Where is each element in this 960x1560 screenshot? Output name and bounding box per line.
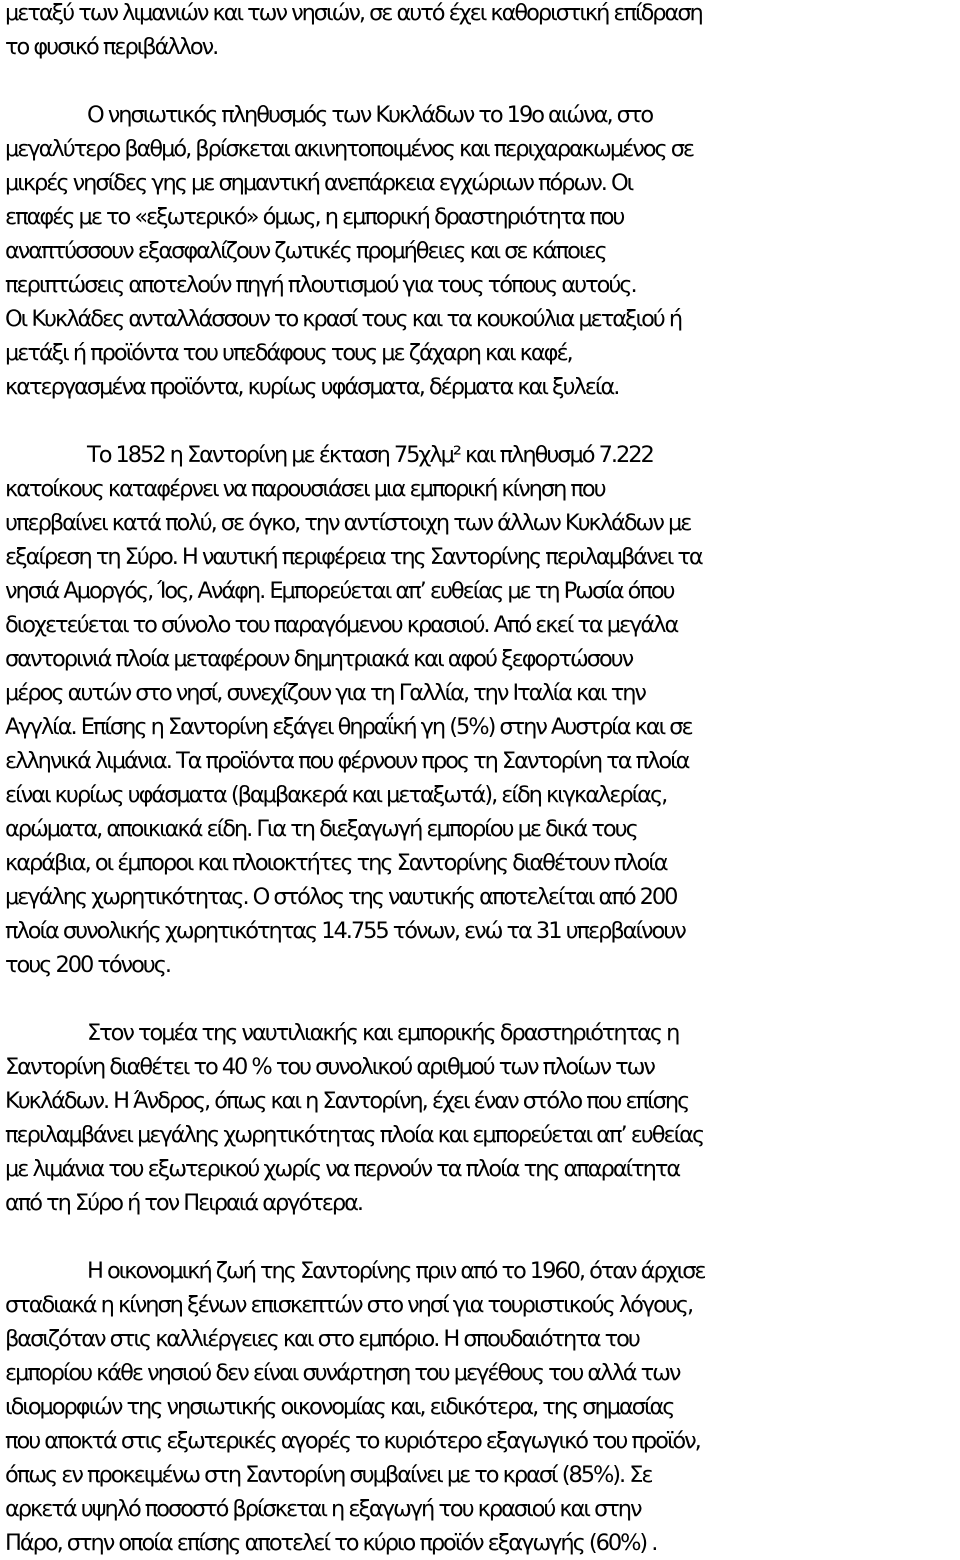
text-line: περιλαμβάνει μεγάλης χωρητικότητας πλοία και εμπορεύεται απ’ ευθείας	[5, 1122, 704, 1148]
paragraph-gap	[0, 982, 960, 1016]
text-line: εξαίρεση τη Σύρο. Η ναυτική περιφέρεια της Σαντορίνης περιλαμβάνει τα	[5, 544, 702, 570]
text-line: που αποκτά στις εξωτερικές αγορές το κυριότερο εξαγωγικό του προϊόν,	[5, 1428, 700, 1454]
text-line: από τη Σύρο ή τον Πειραιά αργότερα.	[5, 1190, 362, 1216]
text-line: Ο νησιωτικός πληθυσμός των Κυκλάδων το 19ο αιώνα, στο	[87, 102, 653, 128]
text-line: Η οικονομική ζωή της Σαντορίνης πριν από το 1960, όταν άρχισε	[87, 1258, 705, 1284]
text-line: μετάξι ή προϊόντα του υπεδάφους τους με ζάχαρη και καφέ,	[5, 340, 572, 366]
text-line: Σαντορίνη διαθέτει το 40 % του συνολικού αριθμού των πλοίων των	[5, 1054, 654, 1080]
paragraph	[0, 438, 960, 982]
text-line: μεταξύ των λιμανιών και των νησιών, σε αυτό έχει καθοριστική επίδραση	[5, 0, 702, 26]
text-line: ιδιομορφιών της νησιωτικής οικονομίας και, ειδικότερα, της σημασίας	[5, 1394, 674, 1420]
text-line: μέρος αυτών στο νησί, συνεχίζουν για τη Γαλλία, την Ιταλία και την	[5, 680, 645, 706]
paragraph	[0, 1016, 960, 1220]
paragraph	[0, 1254, 960, 1560]
text-line: ελληνικά λιμάνια. Τα προϊόντα που φέρνουν προς τη Σαντορίνη τα πλοία	[5, 748, 689, 774]
text-line: μικρές νησίδες γης με σημαντική ανεπάρκεια εγχώριων πόρων. Οι	[5, 170, 633, 196]
text-line: σταδιακά η κίνηση ξένων επισκεπτών στο νησί για τουριστικούς λόγους,	[5, 1292, 693, 1318]
paragraph-gap	[0, 404, 960, 438]
paragraph-gap	[0, 1220, 960, 1254]
text-line: κατοίκους καταφέρνει να παρουσιάσει μια εμπορική κίνηση που	[5, 476, 605, 502]
text-line: με λιμάνια του εξωτερικού χωρίς να περνούν τα πλοία της απαραίτητα	[5, 1156, 680, 1182]
text-line: καράβια, οι έμποροι και πλοιοκτήτες της Σαντορίνης διαθέτουν πλοία	[5, 850, 667, 876]
paragraph-gap	[0, 64, 960, 98]
text-line: Πάρο, στην οποία επίσης αποτελεί το κύριο προϊόν εξαγωγής (60%) .	[5, 1530, 657, 1556]
text-line: μεγάλης χωρητικότητας. Ο στόλος της ναυτικής αποτελείται από 200	[5, 884, 677, 910]
text-line: επαφές με το «εξωτερικό» όμως, η εμπορική δραστηριότητα που	[5, 204, 624, 230]
text-line: πλοία συνολικής χωρητικότητας 14.755 τόνων, ενώ τα 31 υπερβαίνουν	[5, 918, 685, 944]
text-line: εμπορίου κάθε νησιού δεν είναι συνάρτηση του μεγέθους του αλλά των	[5, 1360, 680, 1386]
paragraph	[0, 98, 960, 404]
text-line: όπως εν προκειμένω στη Σαντορίνη συμβαίνει με το κρασί (85%). Σε	[5, 1462, 652, 1488]
text-line: είναι κυρίως υφάσματα (βαμβακερά και μεταξωτά), είδη κιγκαλερίας,	[5, 782, 667, 808]
text-line: Το 1852 η Σαντορίνη με έκταση 75χλμ² και πληθυσμό 7.222	[87, 442, 653, 468]
text-line: υπερβαίνει κατά πολύ, σε όγκο, την αντίστοιχη των άλλων Κυκλάδων με	[5, 510, 691, 536]
text-line: κατεργασμένα προϊόντα, κυρίως υφάσματα, δέρματα και ξυλεία.	[5, 374, 619, 400]
text-line: βασιζόταν στις καλλιέργειες και στο εμπόριο. Η σπουδαιότητα του	[5, 1326, 639, 1352]
text-line: Στον τομέα της ναυτιλιακής και εμπορικής δραστηριότητας η	[87, 1020, 679, 1046]
text-line: νησιά Αμοργός, Ίος, Ανάφη. Εμπορεύεται απ’ ευθείας με τη Ρωσία όπου	[5, 578, 674, 604]
text-line: αναπτύσσουν εξασφαλίζουν ζωτικές προμήθειες και σε κάποιες	[5, 238, 606, 264]
text-line: Κυκλάδων. Η Άνδρος, όπως και η Σαντορίνη, έχει έναν στόλο που επίσης	[5, 1088, 689, 1114]
text-line: διοχετεύεται το σύνολο του παραγόμενου κρασιού. Από εκεί τα μεγάλα	[5, 612, 678, 638]
text-line: σαντορινιά πλοία μεταφέρουν δημητριακά και αφού ξεφορτώσουν	[5, 646, 633, 672]
text-line: το φυσικό περιβάλλον.	[5, 34, 218, 60]
text-line: περιπτώσεις αποτελούν πηγή πλουτισμού για τους τόπους αυτούς.	[5, 272, 636, 298]
paragraph	[0, 0, 960, 64]
text-line: αρκετά υψηλό ποσοστό βρίσκεται η εξαγωγή του κρασιού και στην	[5, 1496, 641, 1522]
text-line: αρώματα, αποικιακά είδη. Για τη διεξαγωγή εμπορίου με δικά τους	[5, 816, 637, 842]
text-line: τους 200 τόνους.	[5, 952, 171, 978]
text-line: Οι Κυκλάδες ανταλλάσσουν το κρασί τους και τα κουκούλια μεταξιού ή	[5, 306, 682, 332]
text-line: Αγγλία. Επίσης η Σαντορίνη εξάγει θηραΐκή γη (5%) στην Αυστρία και σε	[5, 714, 692, 740]
text-line: μεγαλύτερο βαθμό, βρίσκεται ακινητοποιμένος και περιχαρακωμένος σε	[5, 136, 694, 162]
